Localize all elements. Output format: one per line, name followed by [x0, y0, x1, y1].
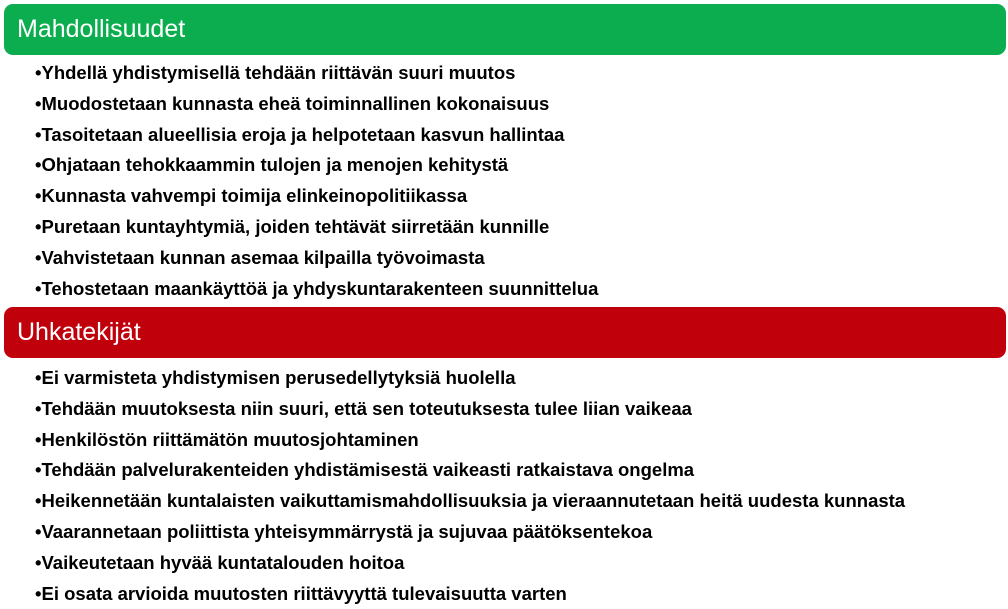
list-item: [35, 89, 1008, 120]
opportunities-list: [0, 58, 1008, 304]
list-item-text: Vahvistetaan kunnan asemaa kilpailla työvoimasta: [41, 246, 485, 268]
list-item-text: Ei osata arvioida muutosten riittävyyttä tulevaisuutta varten: [41, 582, 567, 604]
bullet-icon: •: [35, 397, 42, 419]
list-item: [35, 274, 1008, 305]
list-item: [35, 548, 1008, 579]
list-item-text: Ohjataan tehokkaammin tulojen ja menojen kehitystä: [41, 154, 509, 176]
bullet-icon: •: [35, 428, 42, 450]
list-item: [35, 425, 1008, 456]
list-item: [35, 150, 1008, 181]
bullet-icon: •: [35, 215, 42, 237]
list-item-text: Kunnasta vahvempi toimija elinkeinopolitiikassa: [41, 185, 468, 207]
list-item-text: Ei varmisteta yhdistymisen perusedellytyksiä huolella: [41, 367, 516, 388]
bullet-icon: •: [35, 123, 42, 145]
list-item-text: Vaikeutetaan hyvää kuntatalouden hoitoa: [41, 551, 405, 573]
bullet-icon: •: [35, 551, 42, 573]
list-item-text: Heikennetään kuntalaisten vaikuttamismahdollisuuksia ja vieraannutetaan heitä uudesta kunnasta: [41, 490, 906, 512]
list-item: [35, 363, 1008, 394]
bullet-icon: •: [35, 246, 42, 268]
list-item-text: Tehdään palvelurakenteiden yhdistämisestä vaikeasti ratkaistava ongelma: [41, 459, 695, 481]
bullet-icon: •: [35, 367, 42, 388]
bullet-icon: •: [35, 490, 42, 512]
list-item-text: Muodostetaan kunnasta eheä toiminnallinen kokonaisuus: [41, 92, 550, 114]
list-item-text: Henkilöstön riittämätön muutosjohtaminen: [41, 428, 419, 450]
list-item-text: Tehostetaan maankäyttöä ja yhdyskuntarakenteen suunnittelua: [41, 277, 599, 299]
bullet-icon: •: [35, 62, 42, 83]
list-item: [35, 579, 1008, 609]
threats-section: [0, 307, 1008, 609]
list-item: [35, 455, 1008, 486]
opportunities-header: Mahdollisuudet: [4, 4, 1006, 55]
bullet-icon: •: [35, 520, 42, 542]
list-item: [35, 212, 1008, 243]
bullet-icon: •: [35, 459, 42, 481]
bullet-icon: •: [35, 185, 42, 207]
bullet-icon: •: [35, 154, 42, 176]
list-item: [35, 120, 1008, 151]
list-item-text: Tehdään muutoksesta niin suuri, että sen toteutuksesta tulee liian vaikeaa: [41, 397, 692, 419]
opportunities-section: [0, 4, 1008, 304]
list-item-text: Tasoitetaan alueellisia eroja ja helpotetaan kasvun hallintaa: [41, 123, 565, 145]
threats-list: [0, 363, 1008, 609]
bullet-icon: •: [35, 277, 42, 299]
list-item: [35, 181, 1008, 212]
bullet-icon: •: [35, 92, 42, 114]
list-item: [35, 394, 1008, 425]
list-item: [35, 58, 1008, 89]
list-item: [35, 486, 1008, 517]
bullet-icon: •: [35, 582, 42, 604]
list-item: [35, 243, 1008, 274]
list-item-text: Vaarannetaan poliittista yhteisymmärrystä ja sujuvaa päätöksentekoa: [41, 520, 653, 542]
list-item: [35, 517, 1008, 548]
threats-header: Uhkatekijät: [4, 307, 1006, 358]
list-item-text: Puretaan kuntayhtymiä, joiden tehtävät siirretään kunnille: [41, 215, 550, 237]
list-item-text: Yhdellä yhdistymisellä tehdään riittävän suuri muutos: [41, 62, 516, 83]
